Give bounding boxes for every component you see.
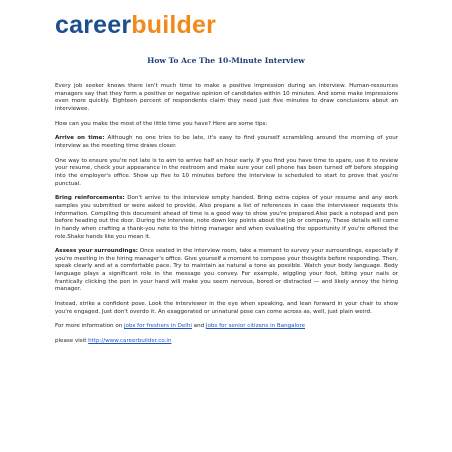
- intro-paragraph: Every job seeker knows there isn't much time to make a positive impression during an interview. Human-resources managers say that they form a positive or negative opinion of candidates within 10 minutes. And some make impressions even more quickly. Eighteen percent of respondents claim they need just five minutes to draw conclusions about an interviewee.: [55, 83, 398, 112]
- page-title: How To Ace The 10-Minute Interview: [147, 56, 305, 65]
- article-body: [55, 83, 398, 353]
- more-info-and: and: [191, 323, 206, 330]
- more-info-paragraph: [55, 323, 398, 331]
- more-info-prefix: For more information on: [55, 323, 125, 330]
- tip-assess-surroundings: [55, 248, 398, 294]
- visit-prefix: please visit: [55, 338, 89, 345]
- logo-career: career: [55, 11, 132, 39]
- question-paragraph: How can you make the most of the little time you have? Here are some tips:: [55, 120, 268, 127]
- careerbuilder-logo: [55, 10, 216, 40]
- tip-heading: Bring reinforcements:: [55, 195, 125, 202]
- tip-heading: Assess your surroundings:: [55, 248, 138, 255]
- tip-heading: Arrive on time:: [55, 135, 105, 142]
- tip-confident-pose: [55, 301, 398, 316]
- logo-builder: builder: [131, 11, 217, 39]
- tip-arrive-on-time: [55, 135, 398, 150]
- tip-arrive-early: [55, 158, 398, 189]
- careerbuilder-website-link[interactable]: http://www.careerbuilder.co.in: [88, 338, 172, 345]
- tip-text: Instead, strike a confident pose. Look the interviewer in the eye when speaking, and lean forward in your chair to show you're engaged. Just don't overdo it. An exaggerated or unnatural pose can come across as, well, just plain weird.: [55, 301, 398, 315]
- visit-paragraph: [55, 338, 398, 346]
- tip-text: Don't arrive to the interview empty handed. Bring extra copies of your resume and any work samples you submitted or were asked to provide. Also prepare a list of references in case the interviewer requests this information. Compiling this document ahead of time is a good way to show you're prepared.Also pack a notepad and pen before heading out the door. During the interview, note down key points about the job or company. These details will come in handy when crafting a thank-you note to the hiring manager and when evaluating the opportunity if you're offered the role.Shake hands like you mean it.: [55, 195, 398, 240]
- jobs-senior-citizens-bangalore-link[interactable]: Jobs for senior citizens in Bangalore: [205, 323, 306, 330]
- tip-text: Once seated in the interview room, take a moment to survey your surroundings, especially if you're meeting in the hiring manager's office. Give yourself a moment to compose your thoughts before responding. Then, speak clearly and at a comfortable pace. Try to maintain as natural a tone as possible. Watch your body language. Body language plays a significant role in the message you convey. For example, wiggling your foot, biting your nails or frantically clicking the pen in your hand will make you seem nervous, bored or distracted — and likely annoy the hiring manager.: [55, 248, 398, 293]
- tip-text: One way to ensure you're not late is to aim to arrive half an hour early. If you find you have time to spare, use it to review your resume, check your appearance in the restroom and make sure your cell phone has been turned off before stepping into the employer's office. Show up five to 10 minutes before the interview is scheduled to start to prove that you're punctual.: [55, 157, 398, 187]
- tip-bring-reinforcements: [55, 195, 398, 241]
- jobs-freshers-delhi-link[interactable]: jobs for freshers in Delhi: [124, 323, 192, 330]
- tip-text: Although no one tries to be late, it's easy to find yourself scrambling around the morning of your interview as the meeting time draws closer.: [55, 135, 398, 149]
